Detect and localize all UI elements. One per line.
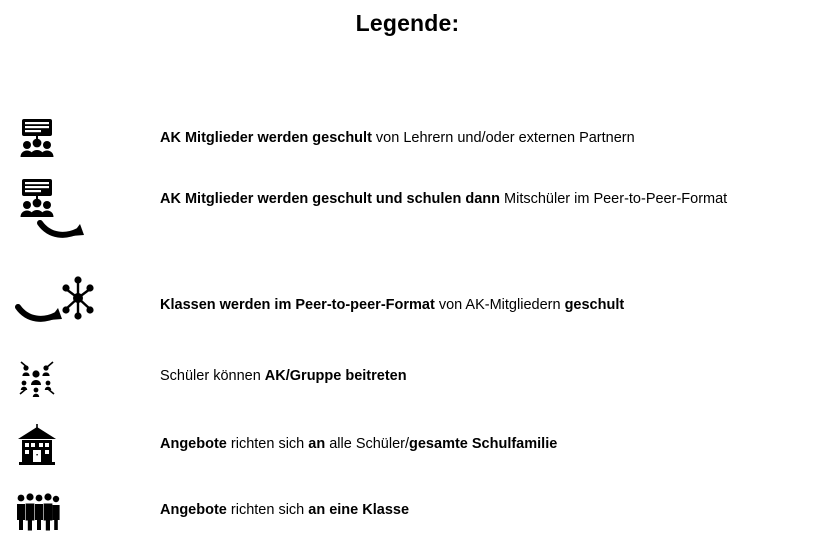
legend-text-emphasis: AK/Gruppe beitreten	[264, 368, 407, 385]
legend-icon-cell	[0, 271, 160, 333]
legend-text-plain: von Lehrern und/oder externen Partnern	[371, 130, 635, 147]
legend-text-plain: alle Schüler/	[325, 436, 410, 453]
training-board-group-icon	[14, 115, 60, 161]
legend-item-text	[160, 501, 423, 521]
legend-icon-cell	[0, 424, 160, 466]
legend-row	[0, 271, 815, 333]
legend-icon-cell	[0, 491, 160, 531]
legend-row	[0, 349, 815, 405]
class-row-people-icon	[14, 491, 62, 531]
legend-text-emphasis: Klassen werden im Peer-to-peer	[160, 297, 381, 314]
legend-text-emphasis: -Format	[380, 297, 435, 314]
legend-icon-cell	[0, 115, 160, 161]
arrow-network-icon	[14, 271, 102, 333]
legend-row	[0, 417, 815, 473]
legend-text-emphasis: Angebote	[160, 436, 227, 453]
legend-text-plain: Mitschüler im Peer-to-Peer-Format	[499, 191, 728, 208]
legend-row	[0, 177, 815, 247]
legend-row	[0, 483, 815, 539]
legend-item-text	[160, 367, 421, 387]
legend-item-text	[160, 435, 571, 455]
legend-text-emphasis: geschult	[564, 297, 625, 314]
legend-row	[0, 109, 815, 167]
legend-text-emphasis: AK Mitglieder werden geschult	[160, 130, 372, 147]
legend-item-text	[160, 190, 741, 210]
legend-text-emphasis: an	[308, 436, 326, 453]
legend-text-emphasis: AK Mitglieder werden geschult und schulen dann	[160, 191, 500, 208]
page-title: Legende:	[355, 10, 460, 36]
legend-text-plain: richten sich	[226, 436, 309, 453]
legend-text-emphasis: an eine Klasse	[308, 502, 410, 519]
legend-item-text	[160, 296, 638, 316]
group-join-icon	[14, 354, 60, 400]
legend-icon-cell	[0, 354, 160, 400]
school-building-icon	[14, 424, 60, 466]
legend-text-emphasis: gesamte Schulfamilie	[409, 436, 558, 453]
training-board-group-arrow-icon	[14, 175, 92, 249]
legend-item-text	[160, 127, 649, 149]
legend-icon-cell	[0, 175, 160, 249]
legend-text-emphasis: Angebote	[160, 502, 227, 519]
legend-text-plain: Schüler können	[160, 368, 265, 385]
legend-text-plain: richten sich	[226, 502, 309, 519]
legend-text-plain: von AK-Mitgliedern	[434, 297, 565, 314]
